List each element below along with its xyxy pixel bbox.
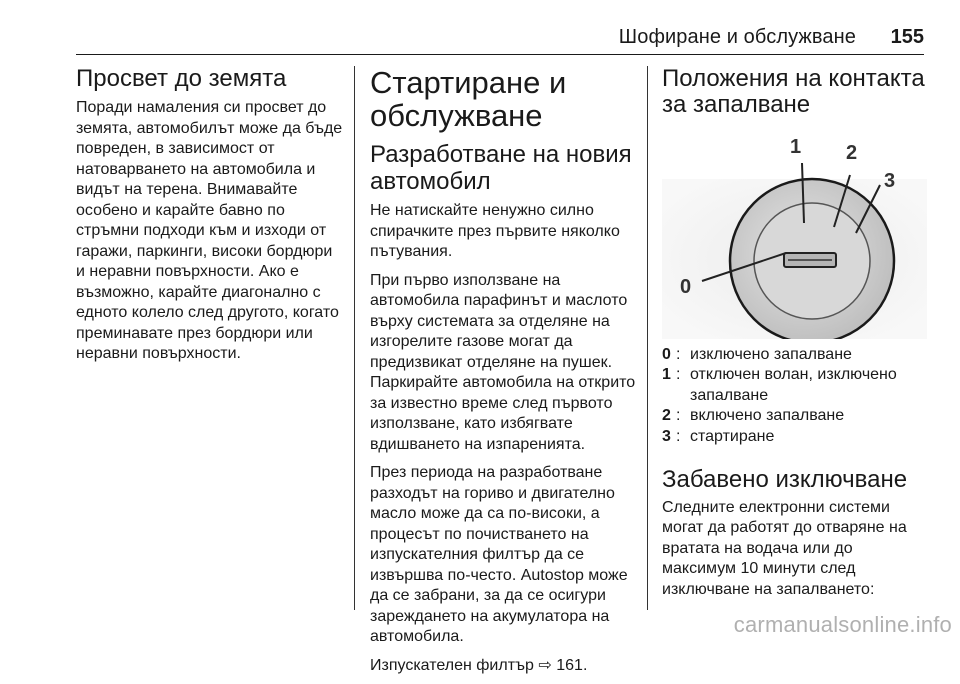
watermark: carmanualsonline.info [733,612,952,637]
section-heading-ground-clearance: Просвет до земята [76,65,287,92]
section-heading-ignition-positions: Положения на контакта за запалване [662,65,925,119]
page-header [0,0,960,58]
ignition-legend [662,345,927,448]
legend-row [662,427,927,448]
legend-colon: : [676,345,681,363]
legend-text: включено запалване [690,407,845,425]
delayed-off-text: Следните електронни системи могат да работят до отваряне на вратата на водача или до максимум 10 минути след изключване на запалването: [662,498,907,598]
legend-colon: : [676,427,681,445]
section-heading-running-in: Разработване на новия автомобил [370,141,632,195]
page-number: 155 [890,26,924,48]
arrow-reference-icon: ⇨ [538,656,552,674]
position-label-1: 1 [790,135,802,158]
ground-clearance-text: Поради намаления си просвет до земята, автомобилът може да бъде повреден, в зависимост от натоварването на автомобила и видът на терена. Внимавайте особено и карайте бавно по стръмни подходи към и изходи от гаражи, паркинги, високи бордюри и неравни повърхности. Ако е възможно, карайте диагонално с едното колело след другото, когато преминавате през бордюри или неравни повърхности. [76,99,343,363]
legend-text: отключен волан, изключено запалване [690,366,897,404]
legend-row [662,406,927,427]
legend-colon: : [676,366,681,384]
column-divider-2 [647,66,648,610]
header-rule [76,54,924,55]
column-3 [662,66,927,608]
position-label-2: 2 [846,141,858,164]
column-2 [370,66,638,684]
section-heading-delayed-off: Забавено изключване [662,466,908,494]
legend-key: 1 [662,366,671,384]
cross-reference[interactable]: Изпускателен филтър ⇨ 161. [370,656,588,674]
legend-row [662,345,927,366]
running-title: Шофиране и обслужване [618,26,856,48]
legend-text: изключено запалване [690,345,852,363]
column-1 [76,66,344,373]
legend-key: 0 [662,345,671,363]
cross-reference-page: 161 [556,656,583,674]
cross-reference-text: Изпускателен филтър [370,656,534,674]
ignition-switch-figure [662,129,927,339]
position-label-3: 3 [884,169,896,192]
legend-text: стартиране [690,427,775,445]
legend-row [662,365,927,406]
legend-key: 2 [662,407,671,425]
running-in-paragraph: През периода на разработване разходът на гориво и двигателно масло може да са по-високи, а процесът по почистването на изпускателния филтър да се извършва по-често. Autostop може да се забрани, за да се осигури зареждането на акумулатора на автомобила. [370,464,628,646]
chapter-heading-starting: Стартиране и обслужване [370,65,567,134]
running-in-paragraph: При първо използване на автомобила парафинът и маслото върху системата за отделяне на изгорелите газове могат да предизвикат отделяне на пушек. Паркирайте автомобила на открито за известно време след първото използване, като избягвате вдишването на изпаренията. [370,271,636,453]
legend-key: 3 [662,427,671,445]
position-label-0: 0 [680,275,692,298]
legend-colon: : [676,407,681,425]
running-in-paragraph: Не натискайте ненужно силно спирачките през първите няколко пътувания. [370,202,620,261]
column-divider-1 [354,66,355,610]
